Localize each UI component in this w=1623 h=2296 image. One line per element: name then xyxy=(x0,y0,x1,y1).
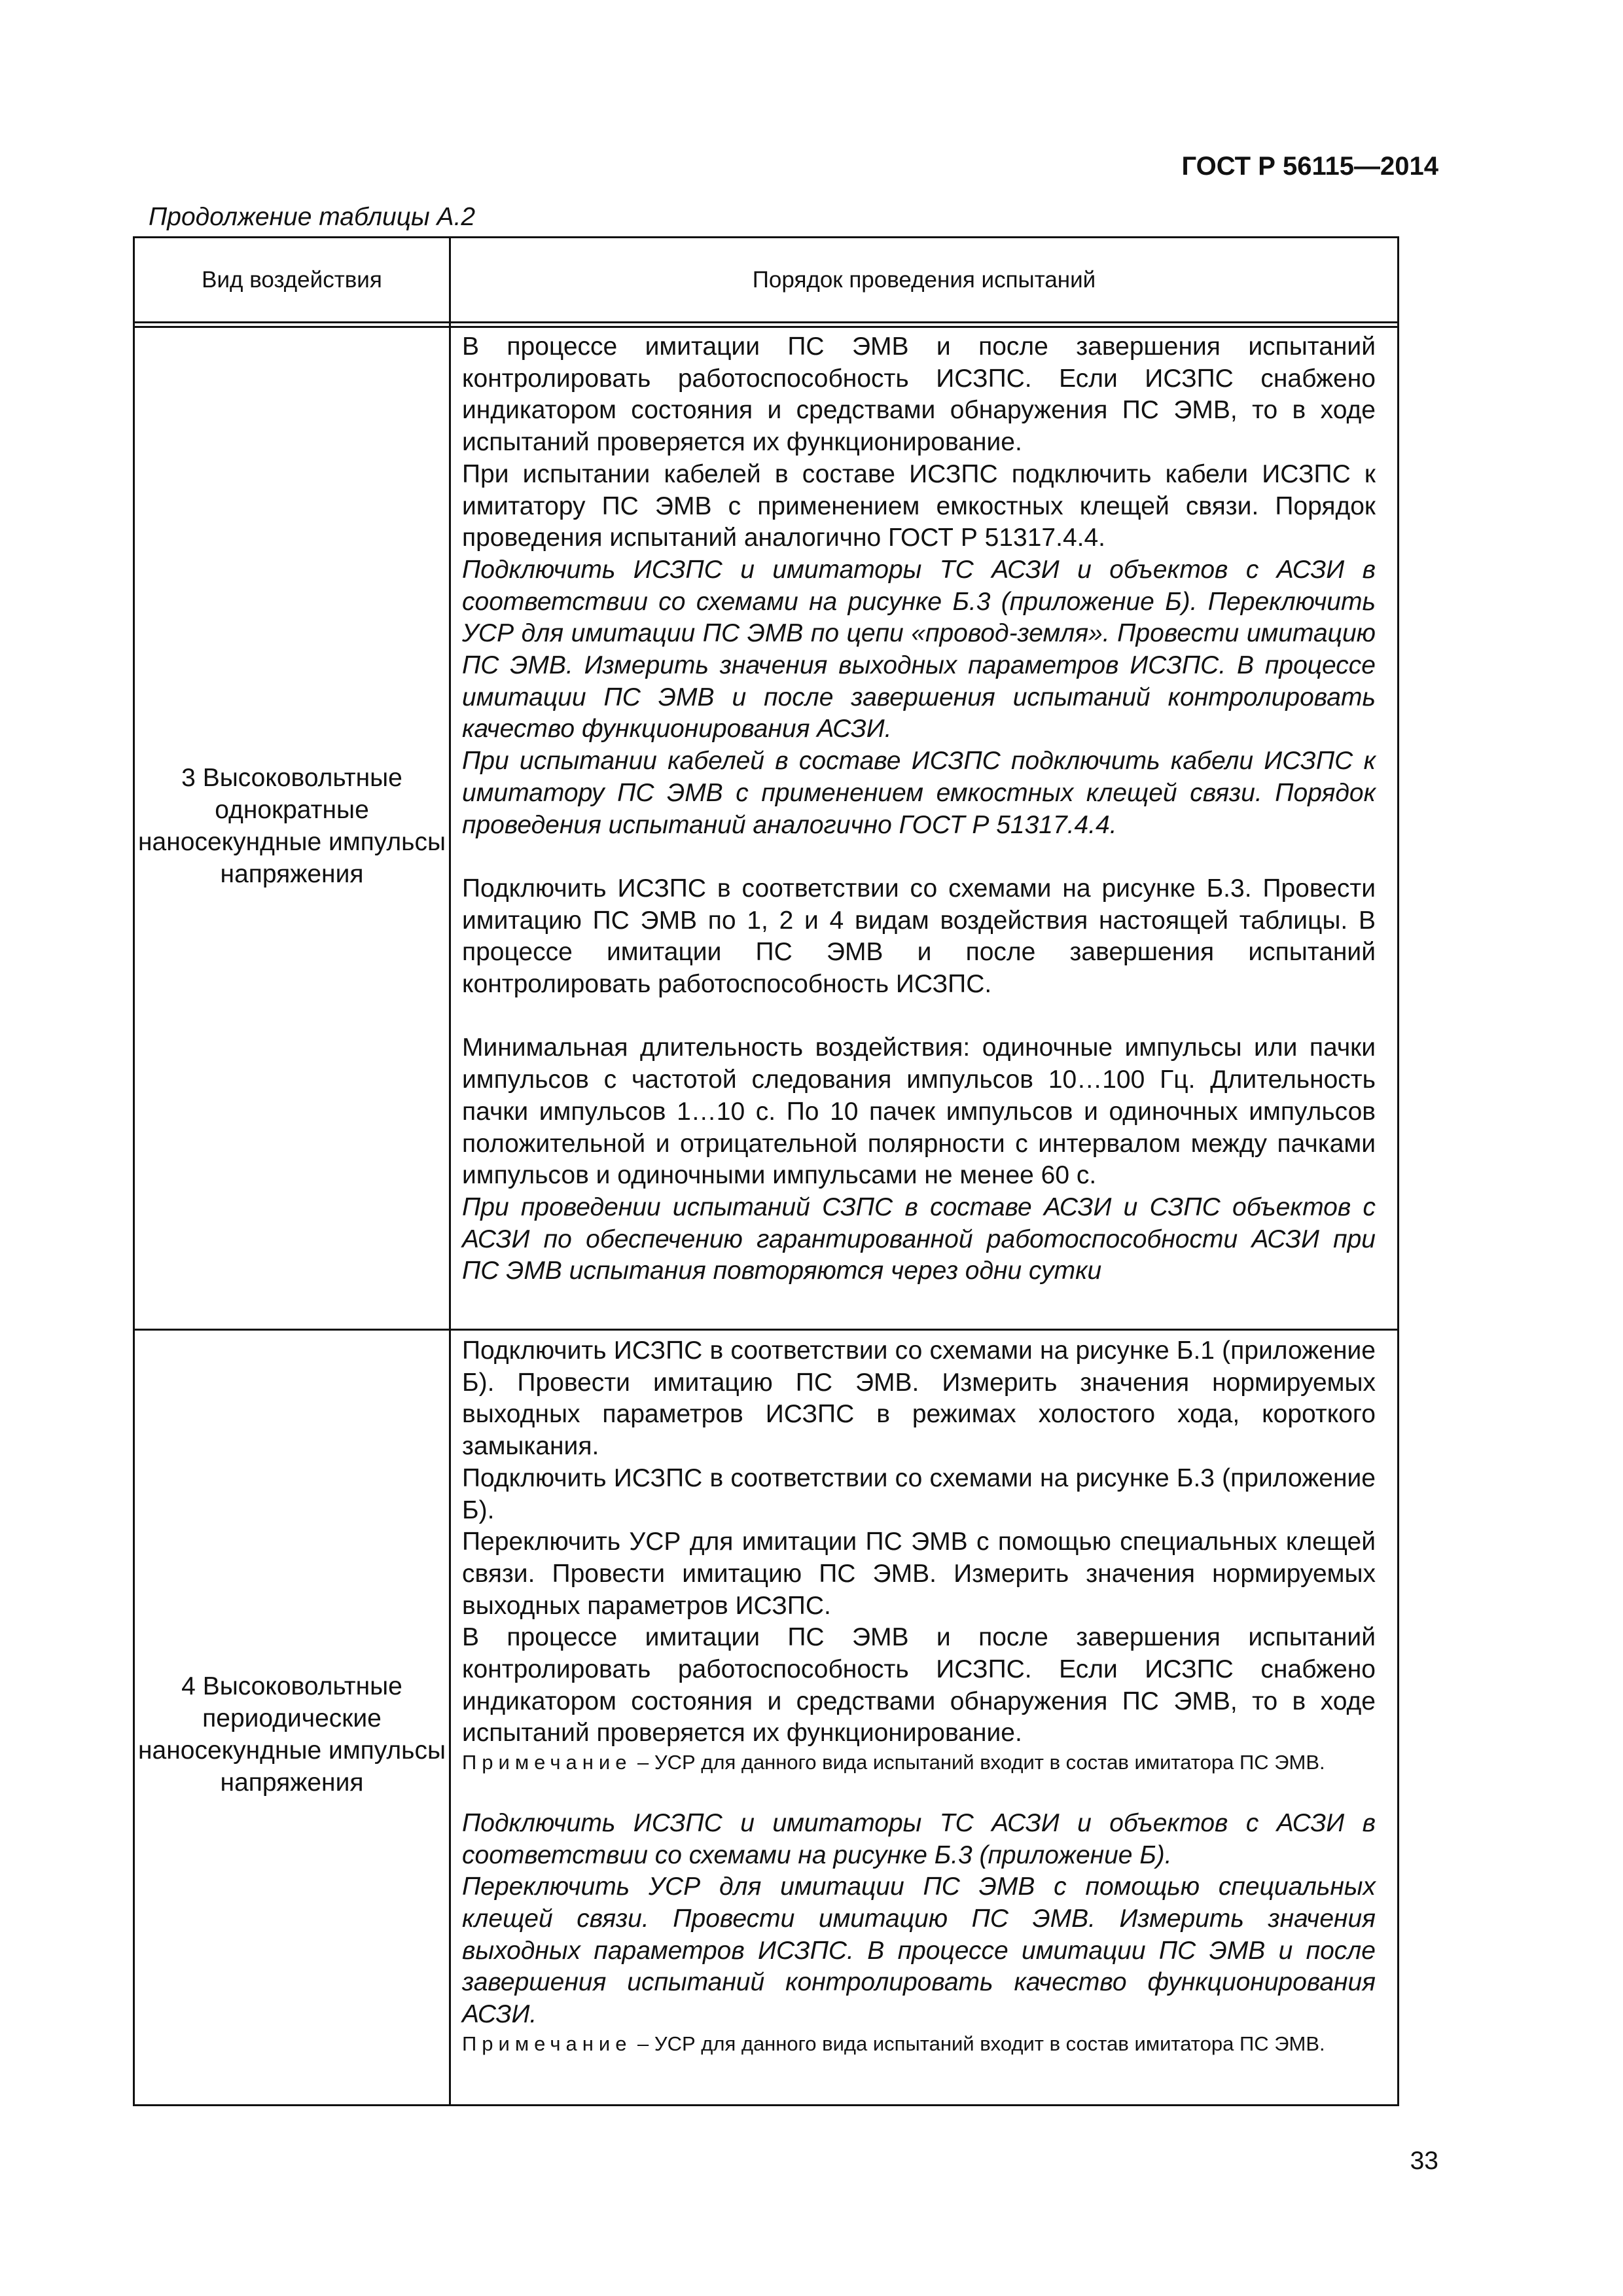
note xyxy=(462,1749,1376,1776)
column-divider xyxy=(449,238,451,2104)
paragraph-italic: При испытании кабелей в составе ИСЗПС подключить кабели ИСЗПС к имитатору ПС ЭМВ с применением емкостных клещей связи. Порядок проведения испытаний аналогично ГОСТ Р 51317.4.4. xyxy=(462,747,1376,839)
table-row-3-procedure xyxy=(462,331,1376,1287)
paragraph-italic: Подключить ИСЗПС и имитаторы ТС АСЗИ и объектов с АСЗИ в соответствии со схемами на рисунке Б.3 (приложение Б). Переключить УСР для имитации ПС ЭМВ по цепи «провод-земля». Провести имитацию ПС ЭМВ. Измерить значения выходных параметров ИСЗПС. В процессе имитации ПС ЭМВ и после завершения испытаний контролировать качество функционирования АСЗИ. xyxy=(462,555,1376,744)
note xyxy=(462,2031,1376,2057)
row-divider xyxy=(135,1329,1397,1331)
note-text: – УСР для данного вида испытаний входит в состав имитатора ПС ЭМВ. xyxy=(632,1751,1325,1774)
paragraph: Подключить ИСЗПС в соответствии со схемами на рисунке Б.1 (приложение Б). Провести имитацию ПС ЭМВ. Измерить значения нормируемых выходных параметров ИСЗПС в режимах холостого хода, короткого замыкания. xyxy=(462,1336,1376,1461)
procedure-table xyxy=(133,236,1399,2106)
paragraph: Подключить ИСЗПС в соответствии со схемами на рисунке Б.3 (приложение Б). xyxy=(462,1463,1376,1524)
paragraph-italic: Подключить ИСЗПС и имитаторы ТС АСЗИ и объектов с АСЗИ в соответствии со схемами на рисунке Б.3 (приложение Б). xyxy=(462,1808,1376,1869)
standard-code: ГОСТ Р 56115—2014 xyxy=(1181,152,1438,181)
table-caption: Продолжение таблицы А.2 xyxy=(149,203,476,231)
paragraph: При испытании кабелей в составе ИСЗПС подключить кабели ИСЗПС к имитатору ПС ЭМВ с применением емкостных клещей связи. Порядок проведения испытаний аналогично ГОСТ Р 51317.4.4. xyxy=(462,459,1376,552)
table-row-3-kind: 3 Высоковольтные однократные наносекундные импульсы напряжения xyxy=(138,764,446,888)
column-header-kind: Вид воздействия xyxy=(202,266,382,293)
paragraph: Минимальная длительность воздействия: одиночные импульсы или пачки импульсов с частотой следования импульсов 10…100 Гц. Длительность пачки импульсов 1…10 с. По 10 пачек импульсов и одиночных импульсов положительной и отрицательной полярности с интервалом между пачками импульсов и одиночными импульсами не менее 60 с. xyxy=(462,1033,1376,1190)
paragraph: Подключить ИСЗПС в соответствии со схемами на рисунке Б.3. Провести имитацию ПС ЭМВ по 1, 2 и 4 видам воздействия настоящей таблицы. В процессе имитации ПС ЭМВ и после завершения испытаний контролировать работоспособность ИСЗПС. xyxy=(462,874,1376,999)
paragraph: В процессе имитации ПС ЭМВ и после завершения испытаний контролировать работоспособность ИСЗПС. Если ИСЗПС снабжено индикатором состояния и средствами обнаружения ПС ЭМВ, то в ходе испытаний проверяется их функционирование. xyxy=(462,1623,1376,1748)
note-label: Примечание xyxy=(462,1751,632,1774)
table-row-4-procedure xyxy=(462,1335,1376,2057)
column-header-procedure: Порядок проведения испытаний xyxy=(752,266,1096,293)
header-divider xyxy=(135,321,1397,323)
paragraph: Переключить УСР для имитации ПС ЭМВ с помощью специальных клещей связи. Провести имитацию ПС ЭМВ. Измерить значения нормируемых выходных параметров ИСЗПС. xyxy=(462,1528,1376,1620)
paragraph-italic: При проведении испытаний СЗПС в составе АСЗИ и СЗПС объектов с АСЗИ по обеспечению гарантированной работоспособности АСЗИ при ПС ЭМВ испытания повторяются через одни сутки xyxy=(462,1193,1376,1285)
paragraph-italic: Переключить УСР для имитации ПС ЭМВ с помощью специальных клещей связи. Провести имитацию ПС ЭМВ. Измерить значения выходных параметров ИСЗПС. В процессе имитации ПС ЭМВ и после завершения испытаний контролировать качество функционирования АСЗИ. xyxy=(462,1873,1376,2029)
note-text: – УСР для данного вида испытаний входит в состав имитатора ПС ЭМВ. xyxy=(632,2032,1325,2055)
page-number: 33 xyxy=(1410,2147,1438,2175)
note-label: Примечание xyxy=(462,2032,632,2055)
header-divider xyxy=(135,326,1397,328)
paragraph: В процессе имитации ПС ЭМВ и после завершения испытаний контролировать работоспособность ИСЗПС. Если ИСЗПС снабжено индикатором состояния и средствами обнаружения ПС ЭМВ, то в ходе испытаний проверяется их функционирование. xyxy=(462,332,1376,457)
table-row-4-kind: 4 Высоковольтные периодические наносекундные импульсы напряжения xyxy=(138,1672,446,1797)
